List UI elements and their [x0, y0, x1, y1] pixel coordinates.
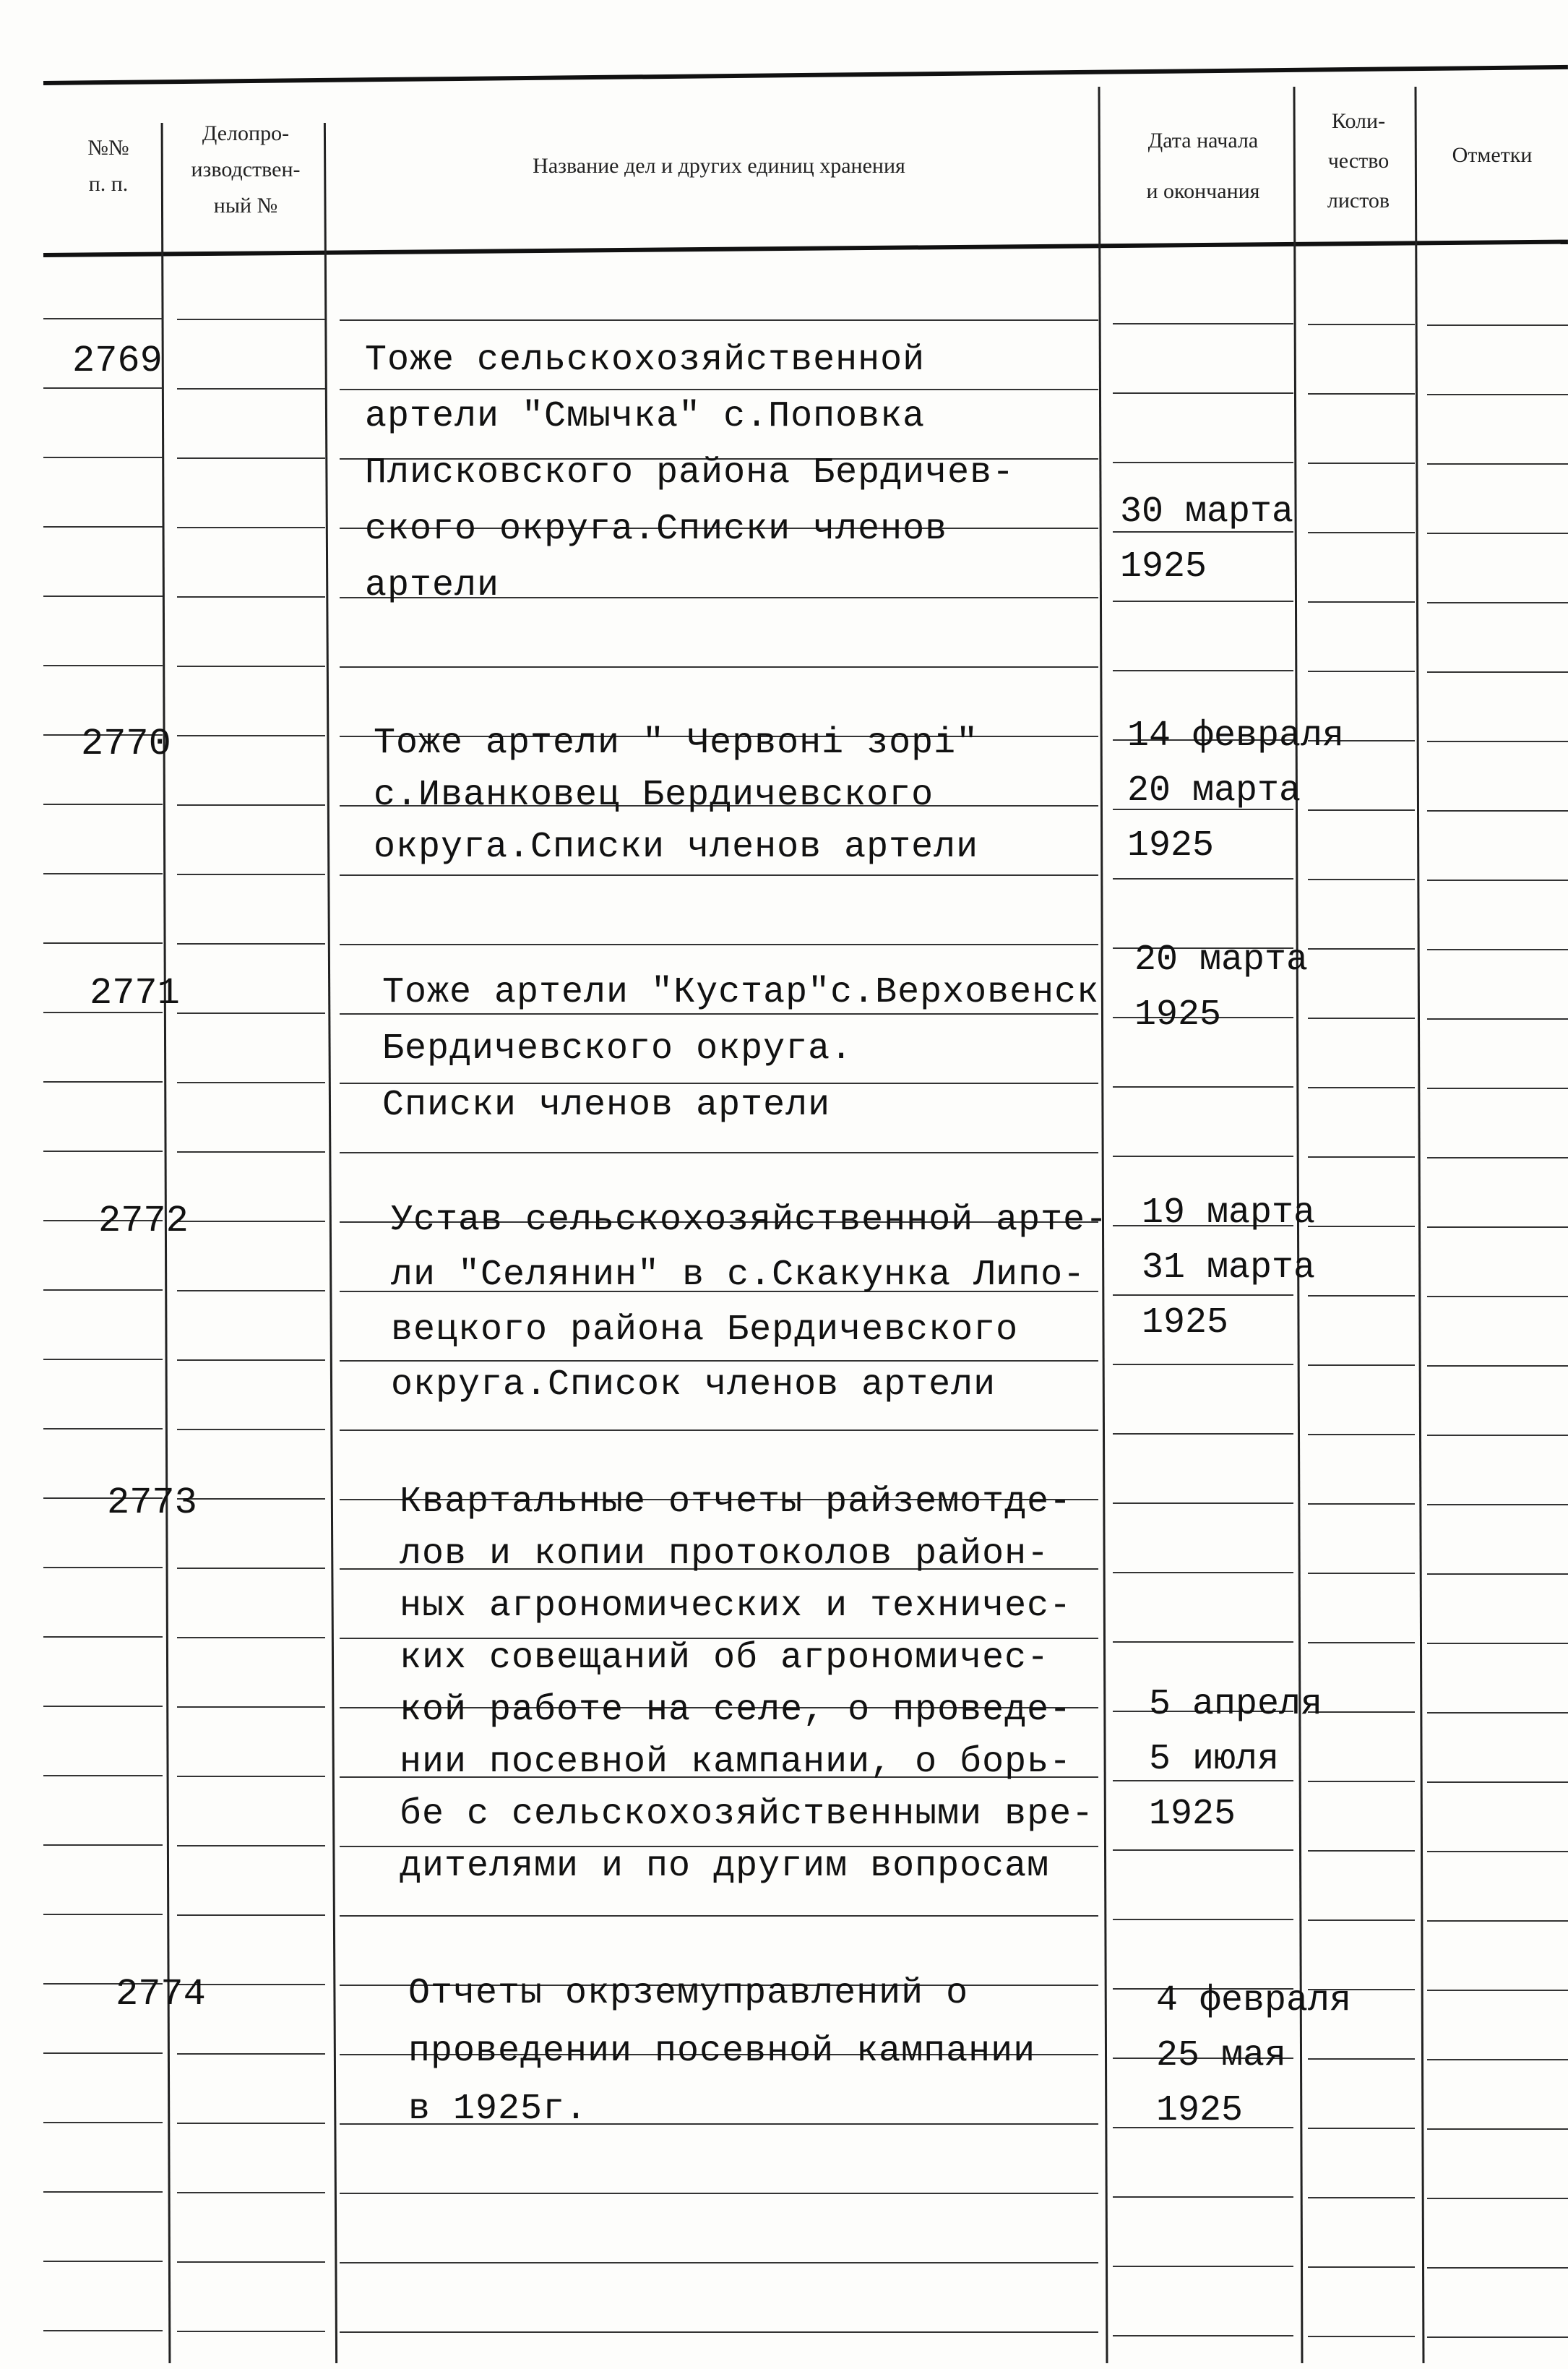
entry-title-line: в 1925г. — [408, 2089, 588, 2130]
ruled-line — [1427, 2267, 1568, 2269]
ruled-line — [1427, 671, 1568, 673]
ruled-line — [340, 944, 1098, 945]
ruled-line — [177, 2053, 325, 2055]
ruled-line — [177, 1359, 325, 1361]
ruled-line — [43, 2330, 163, 2331]
entry-title-line: Устав сельскохозяйственной арте- — [391, 1200, 1108, 1241]
ruled-line — [43, 2052, 163, 2054]
header-bottom-border — [43, 240, 1568, 257]
header-number-line: №№ — [87, 136, 129, 160]
ruled-line — [1427, 602, 1568, 603]
ruled-line — [177, 1429, 325, 1430]
entry-title-line: ных агрономических и техничес- — [400, 1586, 1072, 1627]
ruled-line — [177, 1845, 325, 1846]
ruled-line — [177, 1568, 325, 1569]
entry-date-line: 31 марта — [1142, 1247, 1316, 1289]
ruled-line — [43, 665, 163, 666]
ruled-line — [1427, 1573, 1568, 1575]
ruled-line — [43, 2191, 163, 2193]
ruled-line — [1308, 1018, 1415, 1019]
ruled-line — [1308, 671, 1415, 672]
ruled-line — [1427, 1781, 1568, 1783]
ruled-line — [1113, 1364, 1293, 1365]
ruled-line — [177, 319, 325, 320]
ruled-line — [43, 1914, 163, 1915]
ruled-line — [43, 596, 163, 597]
ruled-line — [1427, 1435, 1568, 1436]
ruled-line — [43, 457, 163, 458]
ruled-line — [43, 1081, 163, 1083]
entry-number: 2773 — [107, 1482, 197, 1524]
header-dates-line: и окончания — [1146, 179, 1260, 203]
header-office-line: Делопро- — [202, 121, 290, 145]
ruled-line — [1308, 1642, 1415, 1643]
header-top-border — [43, 65, 1568, 85]
ruled-line — [1308, 1919, 1415, 1921]
ruled-line — [1308, 1156, 1415, 1158]
entry-date-line: 1925 — [1120, 546, 1207, 588]
entry-number: 2770 — [81, 723, 171, 765]
entry-date-line: 25 мая — [1156, 2035, 1287, 2076]
ruled-line — [1427, 2128, 1568, 2130]
ruled-line — [1308, 2128, 1415, 2129]
ruled-line — [177, 1221, 325, 1222]
ruled-line — [1427, 1365, 1568, 1367]
ruled-line — [177, 2192, 325, 2193]
ruled-line — [177, 2261, 325, 2263]
ruled-line — [1308, 2336, 1415, 2337]
ruled-line — [177, 1914, 325, 1916]
entry-date-line: 30 марта — [1120, 491, 1294, 533]
header-dates — [1106, 116, 1301, 217]
entry-number: 2774 — [116, 1973, 206, 2016]
ruled-line — [43, 1151, 163, 1152]
header-title: Название дел и других единиц хранения — [533, 154, 905, 178]
entry-title-line: Отчеты окрземуправлений о — [408, 1973, 969, 2014]
entry-date-line: 1925 — [1142, 1302, 1229, 1343]
ruled-line — [1427, 1920, 1568, 1922]
ruled-line — [43, 1359, 163, 1360]
ruled-line — [177, 1290, 325, 1291]
entry-date-line: 1925 — [1134, 994, 1222, 1036]
ruled-line — [1113, 1849, 1293, 1851]
ruled-line — [340, 2262, 1098, 2263]
entry-number: 2771 — [90, 972, 180, 1015]
ruled-line — [43, 2122, 163, 2123]
header-dates-line: Дата начала — [1147, 129, 1259, 152]
entry-title-line: Тоже сельскохозяйственной — [365, 340, 926, 381]
ruled-line — [177, 804, 325, 806]
header-sheets-line: чество — [1327, 149, 1390, 173]
ruled-line — [340, 2193, 1098, 2194]
ruled-line — [1113, 670, 1293, 671]
ruled-line — [1427, 2059, 1568, 2060]
ruled-line — [1427, 324, 1568, 326]
ruled-line — [43, 1844, 163, 1846]
entry-title-line: артели "Смычка" с.Поповка — [365, 396, 926, 437]
entry-title-line: Тоже артели "Кустар"с.Верховенск — [382, 972, 1100, 1013]
ruled-line — [1113, 1572, 1293, 1573]
ruled-line — [340, 1083, 1098, 1084]
ruled-line — [1308, 948, 1415, 950]
ruled-line — [340, 1360, 1098, 1362]
ruled-line — [1427, 1851, 1568, 1852]
ruled-line — [1113, 601, 1293, 602]
entry-number: 2772 — [98, 1200, 189, 1242]
ruled-line — [1308, 393, 1415, 395]
ruled-line — [1308, 1781, 1415, 1782]
entry-title-line: Плисковского района Бердичев- — [365, 452, 1015, 494]
entry-title-line: ких совещаний об агрономичес- — [400, 1638, 1050, 1679]
header-notes: Отметки — [1452, 143, 1533, 167]
ruled-line — [340, 666, 1098, 668]
ruled-line — [340, 2331, 1098, 2333]
ruled-line — [1113, 1641, 1293, 1643]
ruled-line — [43, 804, 163, 805]
ruled-line — [177, 1082, 325, 1083]
ruled-line — [43, 1428, 163, 1429]
entry-date-line: 1925 — [1149, 1794, 1236, 1835]
ruled-line — [1427, 1226, 1568, 1228]
entry-title-line: округа.Список членов артели — [391, 1364, 996, 1406]
entry-number: 2769 — [72, 340, 163, 382]
ruled-line — [1427, 1296, 1568, 1297]
entry-title-line: Бердичевского округа. — [382, 1028, 853, 1070]
ruled-line — [1113, 323, 1293, 324]
ruled-line — [177, 527, 325, 528]
ruled-line — [1427, 1712, 1568, 1714]
ruled-line — [340, 874, 1098, 876]
ruled-line — [177, 1776, 325, 1777]
header-sheets-line: Коли- — [1331, 109, 1386, 133]
ruled-line — [43, 1706, 163, 1707]
entry-title-line: с.Иванковец Бердичевского — [374, 775, 934, 816]
entry-date-line: 1925 — [1156, 2090, 1244, 2131]
header-number-line: п. п. — [88, 172, 129, 196]
ruled-line — [1427, 533, 1568, 534]
ruled-line — [43, 2261, 163, 2262]
header-number — [54, 130, 163, 202]
ruled-line — [1427, 741, 1568, 742]
ruled-line — [340, 319, 1098, 321]
ruled-line — [1427, 394, 1568, 395]
entry-title-line: бе с сельскохозяйственными вре- — [400, 1794, 1095, 1835]
ruled-line — [1308, 1573, 1415, 1574]
ruled-line — [1427, 1018, 1568, 1020]
ruled-line — [43, 1775, 163, 1776]
entry-title-line: Тоже артели " Червоні зорі" — [374, 723, 979, 764]
ruled-line — [177, 943, 325, 945]
ruled-line — [1308, 879, 1415, 880]
column-divider — [161, 123, 171, 2363]
entry-title-line: Списки членов артели — [382, 1085, 831, 1126]
ruled-line — [1308, 2266, 1415, 2268]
ruled-line — [177, 2123, 325, 2124]
ruled-line — [43, 526, 163, 528]
ruled-line — [177, 1498, 325, 1500]
ruled-line — [1113, 392, 1293, 394]
entry-date-line: 1925 — [1127, 825, 1215, 867]
ruled-line — [1427, 949, 1568, 950]
ruled-line — [1113, 1156, 1293, 1157]
entry-title-line: ского округа.Списки членов — [365, 509, 948, 550]
ruled-line — [1308, 601, 1415, 603]
ruled-line — [340, 1152, 1098, 1153]
ruled-line — [340, 1915, 1098, 1917]
ruled-line — [1427, 1504, 1568, 1505]
entry-title-line: ли "Селянин" в с.Скакунка Липо- — [391, 1255, 1086, 1296]
ruled-line — [1308, 1711, 1415, 1713]
ruled-line — [1427, 1088, 1568, 1089]
column-divider — [1415, 87, 1425, 2363]
ruled-line — [1308, 1434, 1415, 1435]
ruled-line — [340, 1013, 1098, 1015]
ruled-line — [1113, 878, 1293, 880]
ruled-line — [177, 1706, 325, 1708]
ruled-line — [177, 1012, 325, 1014]
ruled-line — [1113, 1294, 1293, 1296]
ruled-line — [177, 1151, 325, 1153]
ruled-line — [1308, 2197, 1415, 2198]
ruled-line — [1113, 1433, 1293, 1435]
entry-title-line: дителями и по другим вопросам — [400, 1846, 1050, 1887]
ruled-line — [1427, 1157, 1568, 1158]
ruled-line — [1308, 1295, 1415, 1297]
header-office-line: изводствен- — [191, 158, 301, 181]
ruled-line — [1427, 880, 1568, 881]
header-sheets — [1301, 101, 1416, 220]
ruled-line — [1308, 324, 1415, 325]
ruled-line — [43, 318, 163, 319]
ruled-line — [43, 1636, 163, 1638]
ruled-line — [1308, 463, 1415, 464]
ruled-line — [1113, 1919, 1293, 1920]
entry-title-line: лов и копии протоколов район- — [400, 1534, 1050, 1575]
ruled-line — [43, 1289, 163, 1291]
ruled-line — [43, 873, 163, 874]
ruled-line — [1427, 1990, 1568, 1991]
header-office-number — [166, 116, 325, 224]
ruled-line — [177, 874, 325, 875]
ruled-line — [1113, 1086, 1293, 1088]
entry-date-line: 5 апреля — [1149, 1684, 1323, 1725]
ruled-line — [1113, 2335, 1293, 2336]
header-office-line: ный № — [213, 194, 278, 218]
entry-date-line: 20 марта — [1134, 940, 1309, 981]
entry-date-line: 5 июля — [1149, 1739, 1280, 1780]
ruled-line — [177, 457, 325, 459]
entry-date-line: 14 февраля — [1127, 715, 1345, 757]
entry-title-line: артели — [365, 565, 500, 606]
ruled-line — [1427, 2198, 1568, 2199]
column-divider — [324, 123, 337, 2363]
ruled-line — [1427, 2336, 1568, 2338]
ruled-line — [1427, 810, 1568, 812]
entry-title-line: Квартальные отчеты райземотде- — [400, 1482, 1072, 1523]
entry-title-line: вецкого района Бердичевского — [391, 1310, 1019, 1351]
ruled-line — [1113, 462, 1293, 463]
entry-date-line: 4 февраля — [1156, 1980, 1352, 2021]
ruled-line — [1308, 532, 1415, 533]
ruled-line — [1113, 2196, 1293, 2198]
ruled-line — [177, 735, 325, 736]
entry-title-line: кой работе на селе, о проведе- — [400, 1690, 1072, 1731]
entry-date-line: 19 марта — [1142, 1192, 1316, 1234]
ruled-line — [1308, 1850, 1415, 1852]
ruled-line — [43, 942, 163, 944]
ruled-line — [1427, 1643, 1568, 1644]
ruled-line — [1308, 1364, 1415, 1366]
ruled-line — [177, 1637, 325, 1638]
ruled-line — [1308, 1226, 1415, 1227]
ruled-line — [43, 1567, 163, 1568]
ruled-line — [1113, 2266, 1293, 2267]
ruled-line — [340, 389, 1098, 390]
header-sheets-line: листов — [1327, 189, 1390, 212]
entry-title-line: проведении посевной кампании — [408, 2031, 1036, 2072]
ruled-line — [1308, 1503, 1415, 1505]
entry-date-line: 20 марта — [1127, 770, 1301, 812]
ruled-line — [1308, 2058, 1415, 2060]
ruled-line — [177, 388, 325, 390]
entry-title-line: округа.Списки членов артели — [374, 827, 979, 868]
ruled-line — [1308, 809, 1415, 811]
ruled-line — [340, 1429, 1098, 1431]
ruled-line — [177, 666, 325, 667]
ruled-line — [1113, 1780, 1293, 1781]
ruled-line — [1308, 1087, 1415, 1088]
ruled-line — [1427, 463, 1568, 465]
ruled-line — [1113, 1502, 1293, 1504]
ruled-line — [177, 596, 325, 598]
entry-title-line: нии посевной кампании, о борь- — [400, 1742, 1072, 1783]
ruled-line — [177, 2331, 325, 2332]
ruled-line — [43, 387, 163, 389]
